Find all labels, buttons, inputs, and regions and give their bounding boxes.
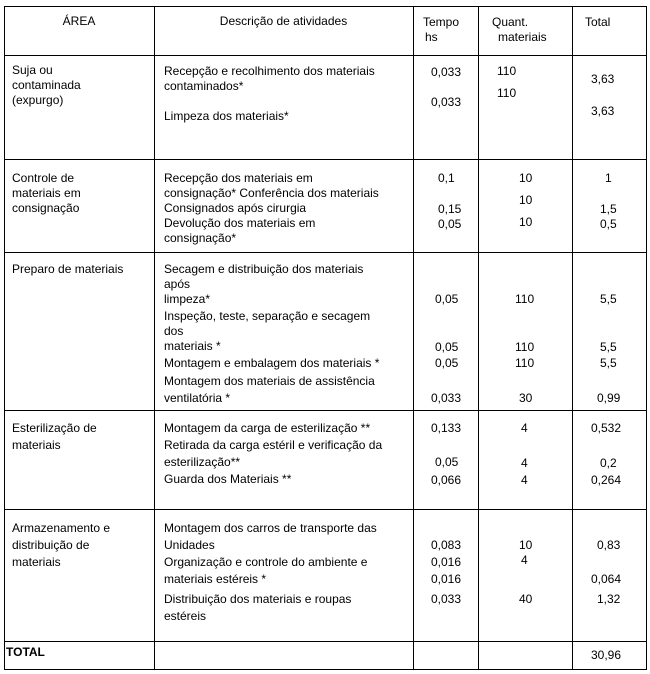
time-value: 0,066 — [431, 473, 462, 487]
row-divider — [4, 410, 647, 411]
header-time-line2: hs — [425, 30, 438, 44]
header-area: ÁREA — [62, 14, 96, 28]
activity-description: Secagem e distribuição dos materiais — [164, 262, 364, 276]
quantity-value: 4 — [521, 421, 528, 435]
header-time-line1: Tempo — [423, 15, 460, 29]
time-value: 0,033 — [431, 65, 462, 79]
area-label: consignação — [12, 201, 80, 215]
activity-description: estéreis — [164, 609, 207, 623]
area-label: materiais — [12, 438, 61, 452]
activity-description: materiais estéreis * — [164, 572, 267, 586]
quantity-value: 4 — [521, 456, 528, 470]
area-label: Controle de — [12, 171, 75, 185]
row-divider — [4, 55, 647, 56]
column-divider-quantity — [572, 6, 573, 670]
time-value: 0,016 — [431, 572, 462, 586]
total-value: 0,532 — [591, 421, 622, 435]
total-row-label: TOTAL — [6, 645, 45, 659]
activity-description: Consignados após cirurgia — [164, 201, 307, 215]
activity-description: consignação* Conferência dos materiais — [164, 186, 379, 200]
total-value: 1 — [605, 171, 612, 185]
time-value: 0,133 — [431, 421, 462, 435]
total-value: 1,32 — [597, 592, 621, 606]
activity-description: Montagem da carga de esterilização ** — [164, 421, 371, 435]
row-divider — [4, 159, 647, 160]
quantity-value: 10 — [519, 538, 533, 552]
time-value: 0,05 — [435, 356, 459, 370]
activity-description: Retirada da carga estéril e verificação da — [164, 438, 383, 452]
time-value: 0,033 — [431, 592, 462, 606]
time-value: 0,05 — [435, 292, 459, 306]
quantity-value: 110 — [515, 340, 535, 354]
header-description: Descrição de atividades — [219, 14, 348, 28]
quantity-value: 40 — [519, 592, 533, 606]
table-border-left — [4, 6, 5, 670]
quantity-value: 110 — [497, 86, 517, 100]
table-border-top — [4, 6, 647, 7]
quantity-value: 10 — [519, 215, 533, 229]
area-label: (expurgo) — [12, 93, 64, 107]
activity-description: Montagem dos carros de transporte das — [164, 521, 377, 535]
total-value: 5,5 — [600, 356, 617, 370]
row-divider — [4, 509, 647, 510]
area-label: Preparo de materiais — [12, 262, 124, 276]
area-label: distribuição de — [12, 538, 90, 552]
quantity-value: 110 — [515, 356, 535, 370]
column-divider-time — [478, 6, 479, 670]
activity-description: Guarda dos Materiais ** — [164, 472, 292, 486]
header-quantity-line2: materiais — [498, 30, 547, 44]
activity-description: Montagem e embalagem dos materiais * — [164, 356, 380, 370]
activity-description: Organização e controle do ambiente e — [164, 555, 368, 569]
time-value: 0,016 — [431, 555, 462, 569]
grand-total-value: 30,96 — [591, 648, 622, 662]
total-value: 0,2 — [600, 456, 617, 470]
activity-description: limpeza* — [164, 292, 211, 306]
header-quantity-line1: Quant. — [492, 15, 529, 29]
activity-description: Limpeza dos materiais* — [164, 109, 289, 123]
row-divider — [4, 641, 647, 642]
area-label: materiais — [12, 555, 61, 569]
activity-description: Devolução dos materiais em — [164, 216, 316, 230]
total-value: 1,5 — [600, 202, 617, 216]
activity-description: Montagem dos materiais de assistência — [164, 374, 375, 388]
total-value: 0,99 — [597, 391, 621, 405]
quantity-value: 30 — [519, 391, 533, 405]
time-value: 0,05 — [435, 455, 459, 469]
column-divider-description — [413, 6, 414, 670]
time-value: 0,15 — [438, 202, 462, 216]
row-divider — [4, 252, 647, 253]
quantity-value: 10 — [519, 171, 533, 185]
activity-description: Recepção dos materiais em — [164, 171, 313, 185]
area-label: Suja ou — [12, 63, 53, 77]
total-value: 3,63 — [591, 104, 615, 118]
total-value: 0,264 — [591, 473, 622, 487]
activity-description: Distribuição dos materiais e roupas — [164, 592, 352, 606]
activity-description: após — [164, 277, 191, 291]
total-value: 5,5 — [600, 292, 617, 306]
activity-description: Inspeção, teste, separação e secagem — [164, 309, 371, 323]
total-value: 3,63 — [591, 72, 615, 86]
area-label: materiais em — [12, 186, 81, 200]
total-value: 0,064 — [591, 572, 622, 586]
activity-description: contaminados* — [164, 79, 244, 93]
activity-description: Unidades — [164, 538, 215, 552]
header-total: Total — [585, 15, 611, 29]
time-value: 0,05 — [435, 340, 459, 354]
area-label: Armazenamento e — [12, 521, 111, 535]
column-divider-area — [154, 6, 155, 670]
total-value: 0,5 — [600, 217, 617, 231]
activity-description: consignação* — [164, 231, 237, 245]
activity-description: dos — [164, 324, 184, 338]
table-border-right — [646, 6, 647, 670]
activity-description: ventilatória * — [164, 391, 231, 405]
time-value: 0,033 — [431, 391, 462, 405]
total-value: 0,83 — [597, 538, 621, 552]
time-value: 0,1 — [438, 171, 455, 185]
quantity-value: 110 — [497, 64, 517, 78]
quantity-value: 110 — [515, 292, 535, 306]
area-label: Esterilização de — [12, 421, 97, 435]
total-value: 5,5 — [600, 340, 617, 354]
quantity-value: 4 — [521, 553, 528, 567]
activity-description: esterilização** — [164, 455, 241, 469]
activity-description: materiais * — [164, 339, 221, 353]
time-value: 0,05 — [438, 217, 462, 231]
quantity-value: 4 — [521, 473, 528, 487]
time-value: 0,033 — [431, 95, 462, 109]
area-label: contaminada — [12, 78, 81, 92]
table-border-bottom — [4, 669, 647, 670]
activity-description: Recepção e recolhimento dos materiais — [164, 64, 375, 78]
time-value: 0,083 — [431, 538, 462, 552]
quantity-value: 10 — [519, 193, 533, 207]
